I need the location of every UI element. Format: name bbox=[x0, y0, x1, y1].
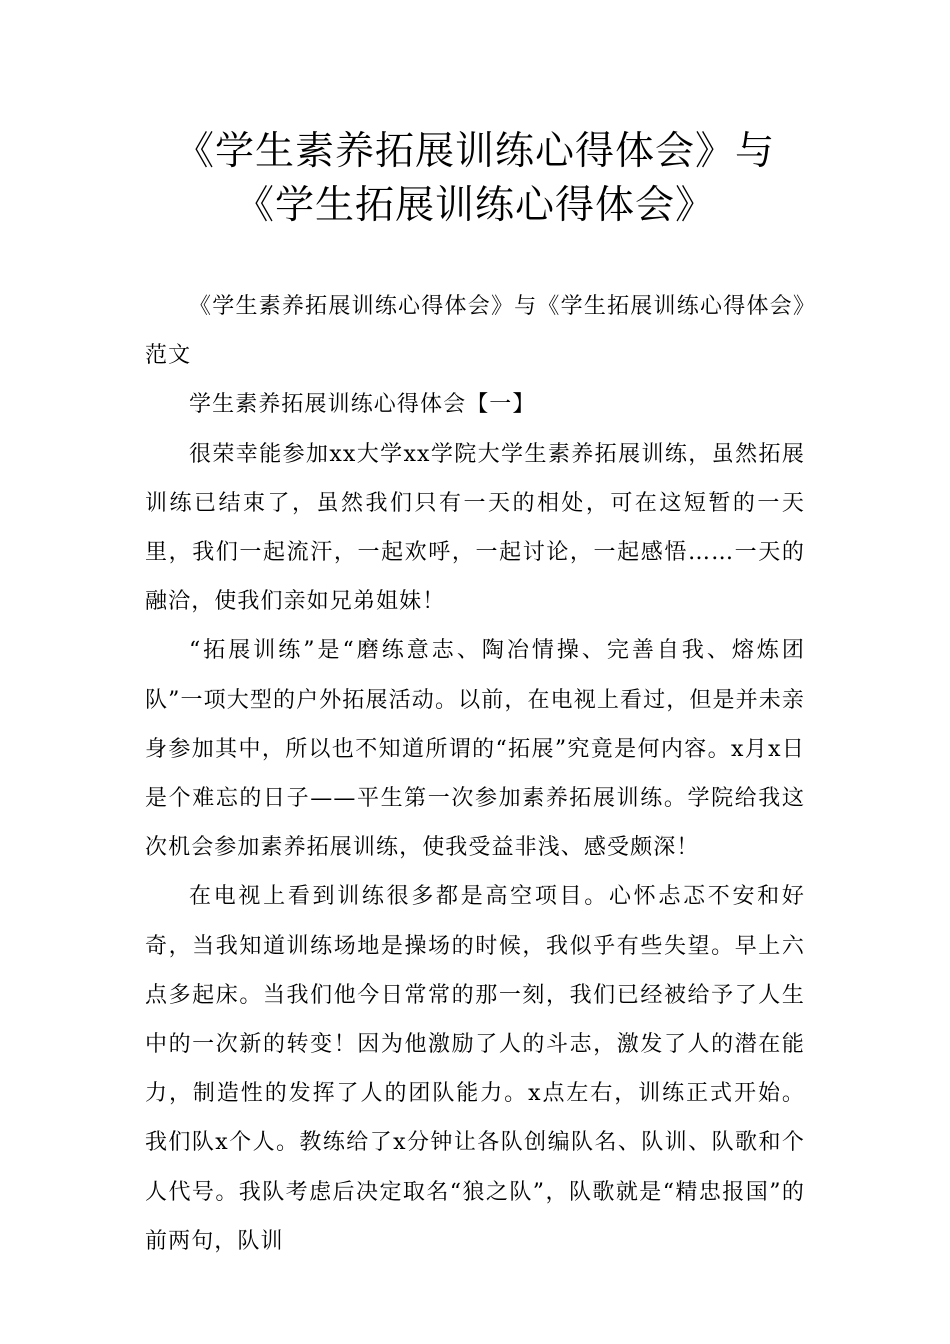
document-body bbox=[145, 282, 805, 1266]
paragraph-intro: 《学生素养拓展训练心得体会》与《学生拓展训练心得体会》范文 bbox=[145, 294, 805, 369]
section-heading: 学生素养拓展训练心得体会【一】 bbox=[189, 392, 536, 418]
paragraph: “拓展训练”是“磨练意志、陶冶情操、完善自我、熔炼团队”一项大型的户外拓展活动。以前，在电视上看过，但是并未亲身参加其中，所以也不知道所谓的“拓展”究竟是何内容。x月x日是个难忘的日子——平生第一次参加素养拓展训练。学院给我这次机会参加素养拓展训练，使我受益非浅、感受颇深！ bbox=[145, 638, 805, 861]
document-title: 《学生素养拓展训练心得体会》与《学生拓展训练心得体会》 bbox=[174, 129, 775, 228]
paragraph: 很荣幸能参加xx大学xx学院大学生素养拓展训练，虽然拓展训练已结束了，虽然我们只有一天的相处，可在这短暂的一天里，我们一起流汗，一起欢呼，一起讨论，一起感悟……一天的融洽，使我们亲如兄弟姐妹！ bbox=[145, 441, 805, 615]
paragraph: 在电视上看到训练很多都是高空项目。心怀忐忑不安和好奇，当我知道训练场地是操场的时候，我似乎有些失望。早上六点多起床。当我们他今日常常的那一刻，我们已经被给予了人生中的一次新的转变！因为他激励了人的斗志，激发了人的潜在能力，制造性的发挥了人的团队能力。x点左右，训练正式开始。我们队x个人。教练给了x分钟让各队创编队名、队训、队歌和个人代号。我队考虑后决定取名“狼之队”，队歌就是“精忠报国”的前两句，队训 bbox=[145, 884, 805, 1254]
